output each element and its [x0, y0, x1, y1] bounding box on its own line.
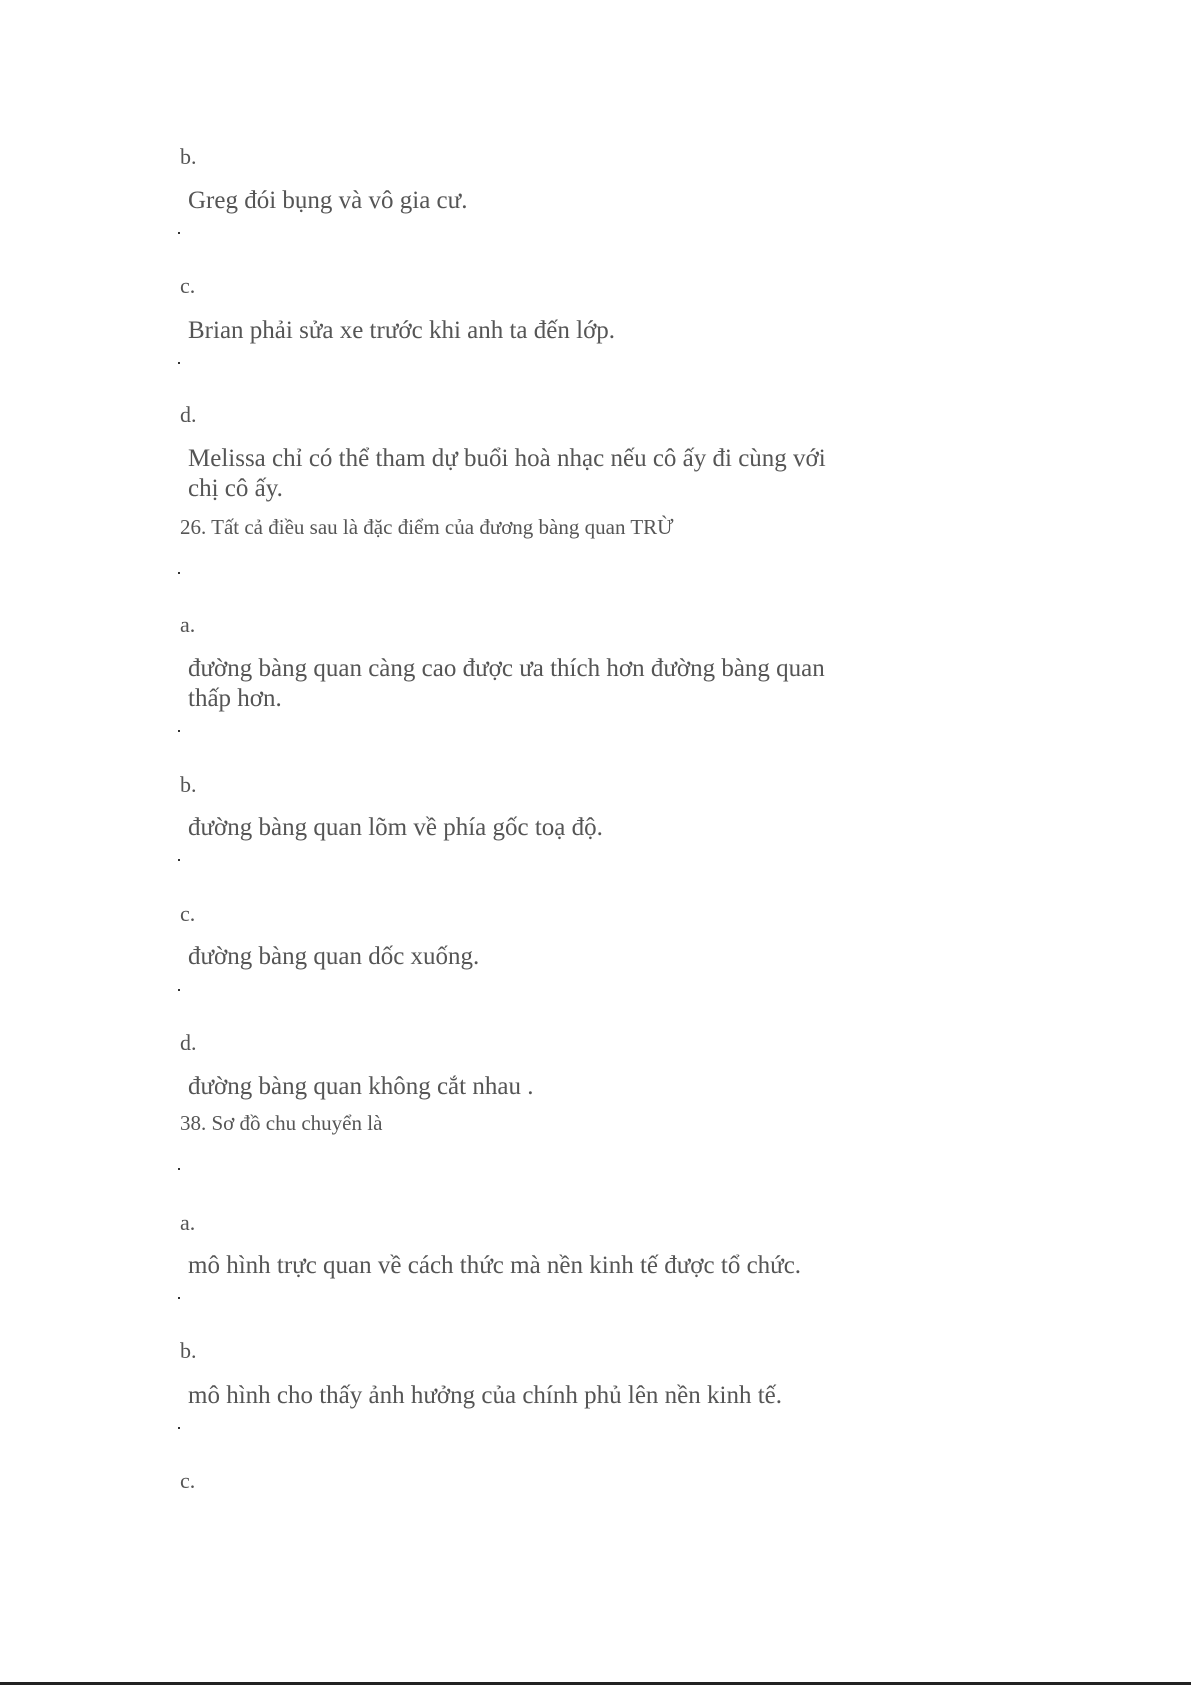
bullet-dot [178, 989, 180, 991]
option-text-c: Brian phải sửa xe trước khi anh ta đến lớp. [188, 317, 616, 344]
option-text-b: Greg đói bụng và vô gia cư. [188, 187, 468, 214]
bullet-dot [178, 859, 180, 861]
bullet-dot [178, 730, 180, 732]
option-letter-c: c. [180, 273, 196, 298]
q26-option-letter-b: b. [180, 772, 197, 797]
q26-option-text-c: đường bàng quan dốc xuống. [188, 943, 480, 970]
option-letter-d: d. [180, 402, 197, 427]
option-letter-b: b. [180, 144, 197, 169]
bullet-dot [178, 362, 180, 364]
q26-option-text-d: đường bàng quan không cắt nhau . [188, 1073, 534, 1100]
bullet-dot [178, 1168, 180, 1170]
bullet-dot [178, 1427, 180, 1429]
option-text-d: Melissa chỉ có thể tham dự buổi hoà nhạc nếu cô ấy đi cùng với chị cô ấy. [188, 445, 826, 502]
q38-option-letter-c: c. [180, 1468, 196, 1493]
q38-option-text-a: mô hình trực quan về cách thức mà nền kinh tế được tổ chức. [188, 1252, 802, 1279]
q26-option-letter-a: a. [180, 612, 196, 637]
q26-option-text-a: đường bàng quan càng cao được ưa thích hơn đường bàng quan thấp hơn. [188, 655, 825, 712]
q26-option-letter-c: c. [180, 901, 196, 926]
bullet-dot [178, 572, 180, 574]
q38-option-letter-b: b. [180, 1338, 197, 1363]
question-38-title: 38. Sơ đồ chu chuyển là [180, 1111, 383, 1135]
q26-option-letter-d: d. [180, 1030, 197, 1055]
question-26-title: 26. Tất cả điều sau là đặc điểm của đương bàng quan TRỪ [180, 515, 674, 539]
q26-option-text-b: đường bàng quan lõm về phía gốc toạ độ. [188, 814, 603, 841]
q38-option-letter-a: a. [180, 1210, 196, 1235]
bullet-dot [178, 1297, 180, 1299]
bullet-dot [178, 232, 180, 234]
q38-option-text-b: mô hình cho thấy ảnh hưởng của chính phủ lên nền kinh tế. [188, 1382, 783, 1409]
